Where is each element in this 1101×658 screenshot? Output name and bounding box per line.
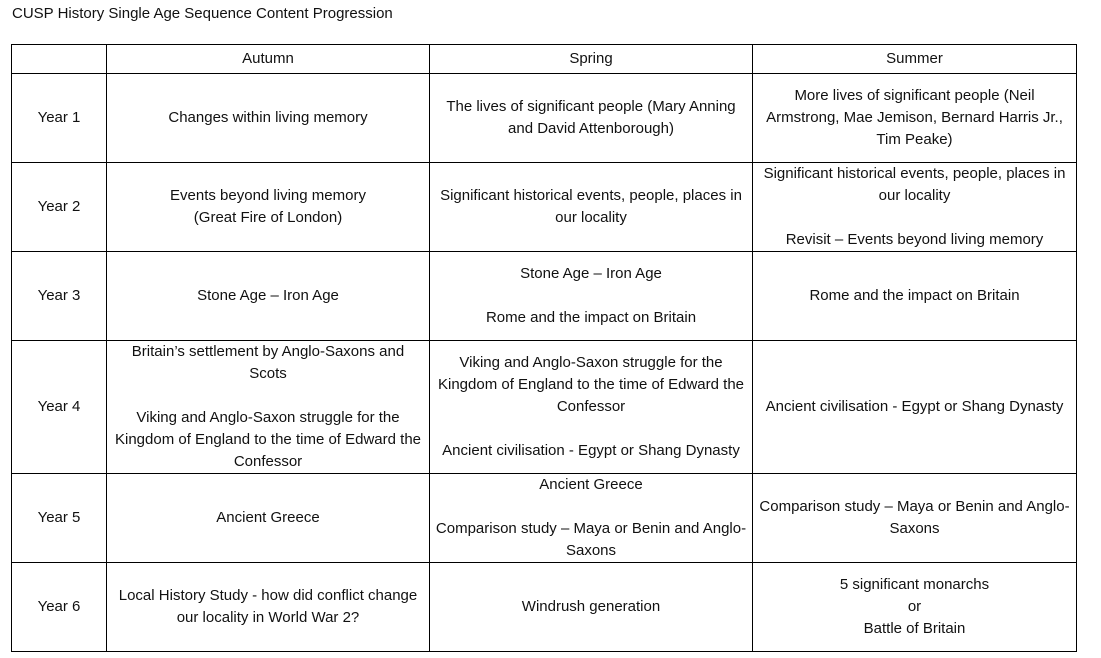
header-row (12, 45, 1077, 74)
cell-text: The lives of significant people (Mary Anning and David Attenborough) (446, 98, 736, 137)
header-cell-autumn: Autumn (107, 45, 430, 74)
content-progression-table (11, 44, 1077, 652)
cell-text: Rome and the impact on Britain (809, 287, 1020, 304)
table-row-year-6 (12, 563, 1077, 652)
cell-spring (430, 341, 753, 474)
cell-spring (430, 74, 753, 163)
cell-text: Comparison study – Maya or Benin and Anglo-Saxons (759, 498, 1070, 537)
year-label: Year 2 (12, 163, 107, 252)
cell-text: Rome and the impact on Britain (485, 309, 697, 326)
year-label: Year 6 (12, 563, 107, 652)
cell-text: Windrush generation (521, 598, 661, 615)
cell-summer (753, 163, 1077, 252)
cell-autumn (107, 563, 430, 652)
year-label: Year 1 (12, 74, 107, 163)
cell-text: or (907, 598, 922, 615)
table-row-year-2 (12, 163, 1077, 252)
year-label: Year 4 (12, 341, 107, 474)
cell-text: More lives of significant people (Neil Armstrong, Mae Jemison, Bernard Harris Jr., Tim Peake) (766, 87, 1063, 148)
cell-text: Significant historical events, people, places in our locality (763, 165, 1066, 204)
cell-autumn (107, 474, 430, 563)
cell-text: Britain’s settlement by Anglo-Saxons and Scots (131, 343, 405, 382)
cell-text: Significant historical events, people, places in our locality (440, 187, 742, 226)
table-row-year-3 (12, 252, 1077, 341)
cell-text: Events beyond living memory (170, 187, 366, 204)
cell-autumn (107, 74, 430, 163)
cell-spring (430, 163, 753, 252)
header-cell-spring: Spring (430, 45, 753, 74)
cell-autumn (107, 163, 430, 252)
page-title: CUSP History Single Age Sequence Content Progression (12, 5, 393, 22)
cell-text: Viking and Anglo-Saxon struggle for the Kingdom of England to the time of Edward the Confessor (114, 409, 422, 470)
cell-summer (753, 474, 1077, 563)
cell-text: Local History Study - how did conflict change our locality in World War 2? (118, 587, 418, 626)
cell-text: Ancient civilisation - Egypt or Shang Dynasty (765, 398, 1064, 415)
header-cell-summer: Summer (753, 45, 1077, 74)
cell-text: Stone Age – Iron Age (520, 265, 662, 282)
cell-spring (430, 563, 753, 652)
table-row-year-5 (12, 474, 1077, 563)
cell-autumn (107, 341, 430, 474)
cell-text: Battle of Britain (863, 620, 966, 637)
cell-text: (Great Fire of London) (193, 209, 343, 226)
cell-text: Ancient Greece (216, 509, 320, 526)
cell-text: Stone Age – Iron Age (197, 287, 339, 304)
cell-text: Changes within living memory (168, 109, 368, 126)
cell-text: Comparison study – Maya or Benin and Anglo-Saxons (435, 520, 747, 559)
cell-text: Ancient civilisation - Egypt or Shang Dynasty (442, 442, 740, 459)
year-label: Year 3 (12, 252, 107, 341)
cell-text: Viking and Anglo-Saxon struggle for the Kingdom of England to the time of Edward the Confessor (437, 354, 745, 415)
table-row-year-1 (12, 74, 1077, 163)
cell-text: Revisit – Events beyond living memory (785, 231, 1044, 248)
year-label: Year 5 (12, 474, 107, 563)
cell-text: 5 significant monarchs (839, 576, 990, 593)
cell-spring (430, 252, 753, 341)
cell-summer (753, 341, 1077, 474)
cell-summer (753, 252, 1077, 341)
header-cell-corner (12, 45, 107, 74)
cell-summer (753, 74, 1077, 163)
cell-summer (753, 563, 1077, 652)
table-row-year-4 (12, 341, 1077, 474)
cell-autumn (107, 252, 430, 341)
cell-spring (430, 474, 753, 563)
cell-text: Ancient Greece (539, 476, 643, 493)
